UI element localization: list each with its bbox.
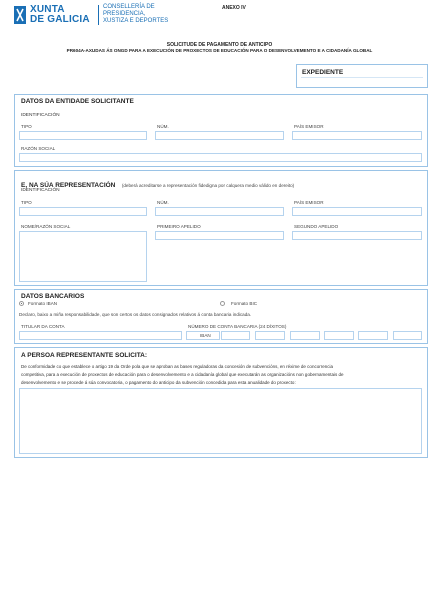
account-digits-1[interactable]: [221, 331, 250, 340]
first-surname-label: PRIMEIRO APELIDO: [157, 224, 201, 229]
representative-name-field[interactable]: [19, 231, 147, 282]
bank-declaration: Declaro, baixo a miña responsabilidade, que son certos os datos consignados relativos á conta bancaria indicada.: [19, 312, 252, 317]
bic-format-label: Formato BIC: [231, 301, 258, 306]
expediente-label: EXPEDIENTE: [302, 69, 344, 76]
account-number-label: NÚMERO DE CONTA BANCARIA (24 DÍXITOS): [188, 324, 287, 329]
document-title: SOLICITUDE DE PAGAMENTO DE ANTICIPO: [166, 42, 273, 48]
representative-name-label: NOME/RAZÓN SOCIAL: [21, 224, 71, 229]
applicant-country-field[interactable]: [292, 131, 422, 140]
applicant-type-field[interactable]: [19, 131, 147, 140]
iban-format-radio[interactable]: [19, 301, 24, 306]
annex-label: ANEXO IV: [222, 5, 246, 11]
applicant-number-field[interactable]: [155, 131, 284, 140]
dept-line3: XUSTIZA E DEPORTES: [103, 18, 169, 24]
account-digits-3[interactable]: [290, 331, 320, 340]
request-text-line2: competitiva, para a execución de proxectos de educación para o desenvolvemento e a cidadanía global que executarán as organizacións non gobernamentais de: [21, 372, 344, 377]
representative-number-field[interactable]: [155, 207, 284, 216]
department-name: [103, 4, 168, 25]
representative-number-label: NÚM.: [157, 200, 169, 205]
bank-section: [14, 289, 428, 344]
representative-section: [14, 170, 428, 286]
request-text-line1: De conformidade co que establece o artigo 19 da Orde pola que se aproban as bases reguladoras da concesión de subvencións, en réxime de concorrencia: [21, 364, 333, 369]
expediente-box: [296, 64, 428, 88]
org-line1: XUNTA: [30, 4, 65, 15]
bic-format-radio[interactable]: [220, 301, 225, 306]
iban-label: IBAN: [200, 333, 211, 338]
iban-prefix-cell: [186, 331, 220, 340]
org-name: [30, 5, 90, 25]
request-text-line3: desenvolvemento e se procede á súa convocatoria, o pagamento do anticipo da subvención concedida para esta anualidade do proxecto:: [21, 380, 296, 385]
account-holder-field[interactable]: [19, 331, 182, 340]
representative-note: (deberá acreditarse a representación fidedigna por calquera medio válido en dereito): [121, 183, 295, 188]
representative-section-title: E, NA SÚA REPRESENTACIÓN: [21, 182, 116, 189]
request-text: [21, 363, 425, 387]
account-digits-5[interactable]: [358, 331, 388, 340]
second-surname-field[interactable]: [292, 231, 422, 240]
representative-identification-label: IDENTIFICACIÓN: [21, 188, 60, 193]
applicant-section-title: DATOS DA ENTIDADE SOLICITANTE: [21, 98, 134, 105]
representative-country-label: PAÍS EMISOR: [294, 200, 324, 205]
request-section-title: A PERSOA REPRESENTANTE SOLICITA:: [21, 352, 148, 359]
iban-format-label: Formato IBAN: [28, 301, 58, 306]
request-section: [14, 347, 428, 458]
dept-line2: PRESIDENCIA,: [103, 11, 146, 17]
business-name-field[interactable]: [19, 153, 422, 162]
applicant-section: [14, 94, 428, 167]
representative-title-row: [21, 174, 294, 192]
applicant-identification-label: IDENTIFICACIÓN: [21, 113, 60, 118]
second-surname-label: SEGUNDO APELIDO: [294, 224, 339, 229]
first-surname-field[interactable]: [155, 231, 284, 240]
representative-country-field[interactable]: [292, 207, 422, 216]
applicant-type-label: TIPO: [21, 124, 32, 129]
request-details-field[interactable]: [19, 388, 422, 454]
bank-section-title: DATOS BANCARIOS: [21, 293, 85, 300]
expediente-field[interactable]: [301, 77, 423, 85]
applicant-country-label: PAÍS EMISOR: [294, 124, 324, 129]
xunta-logo-icon: [14, 6, 26, 24]
dept-line1: CONSELLERÍA DE: [103, 4, 155, 10]
account-digits-2[interactable]: [255, 331, 285, 340]
account-digits-4[interactable]: [324, 331, 354, 340]
business-name-label: RAZÓN SOCIAL: [21, 146, 56, 151]
account-holder-label: TITULAR DA CONTA: [21, 324, 65, 329]
applicant-number-label: NÚM.: [157, 124, 169, 129]
account-digits-6[interactable]: [393, 331, 422, 340]
logo-divider: [98, 5, 99, 25]
representative-type-field[interactable]: [19, 207, 147, 216]
document-subtitle: PR604A-AXUDAS ÁS ONGD PARA A EXECUCIÓN DE PROXECTOS DE EDUCACIÓN PARA O DESENVOLVEMENTO E A CIDADANÍA GLOBAL: [66, 48, 373, 53]
org-line2: DE GALICIA: [30, 14, 90, 25]
representative-type-label: TIPO: [21, 200, 32, 205]
